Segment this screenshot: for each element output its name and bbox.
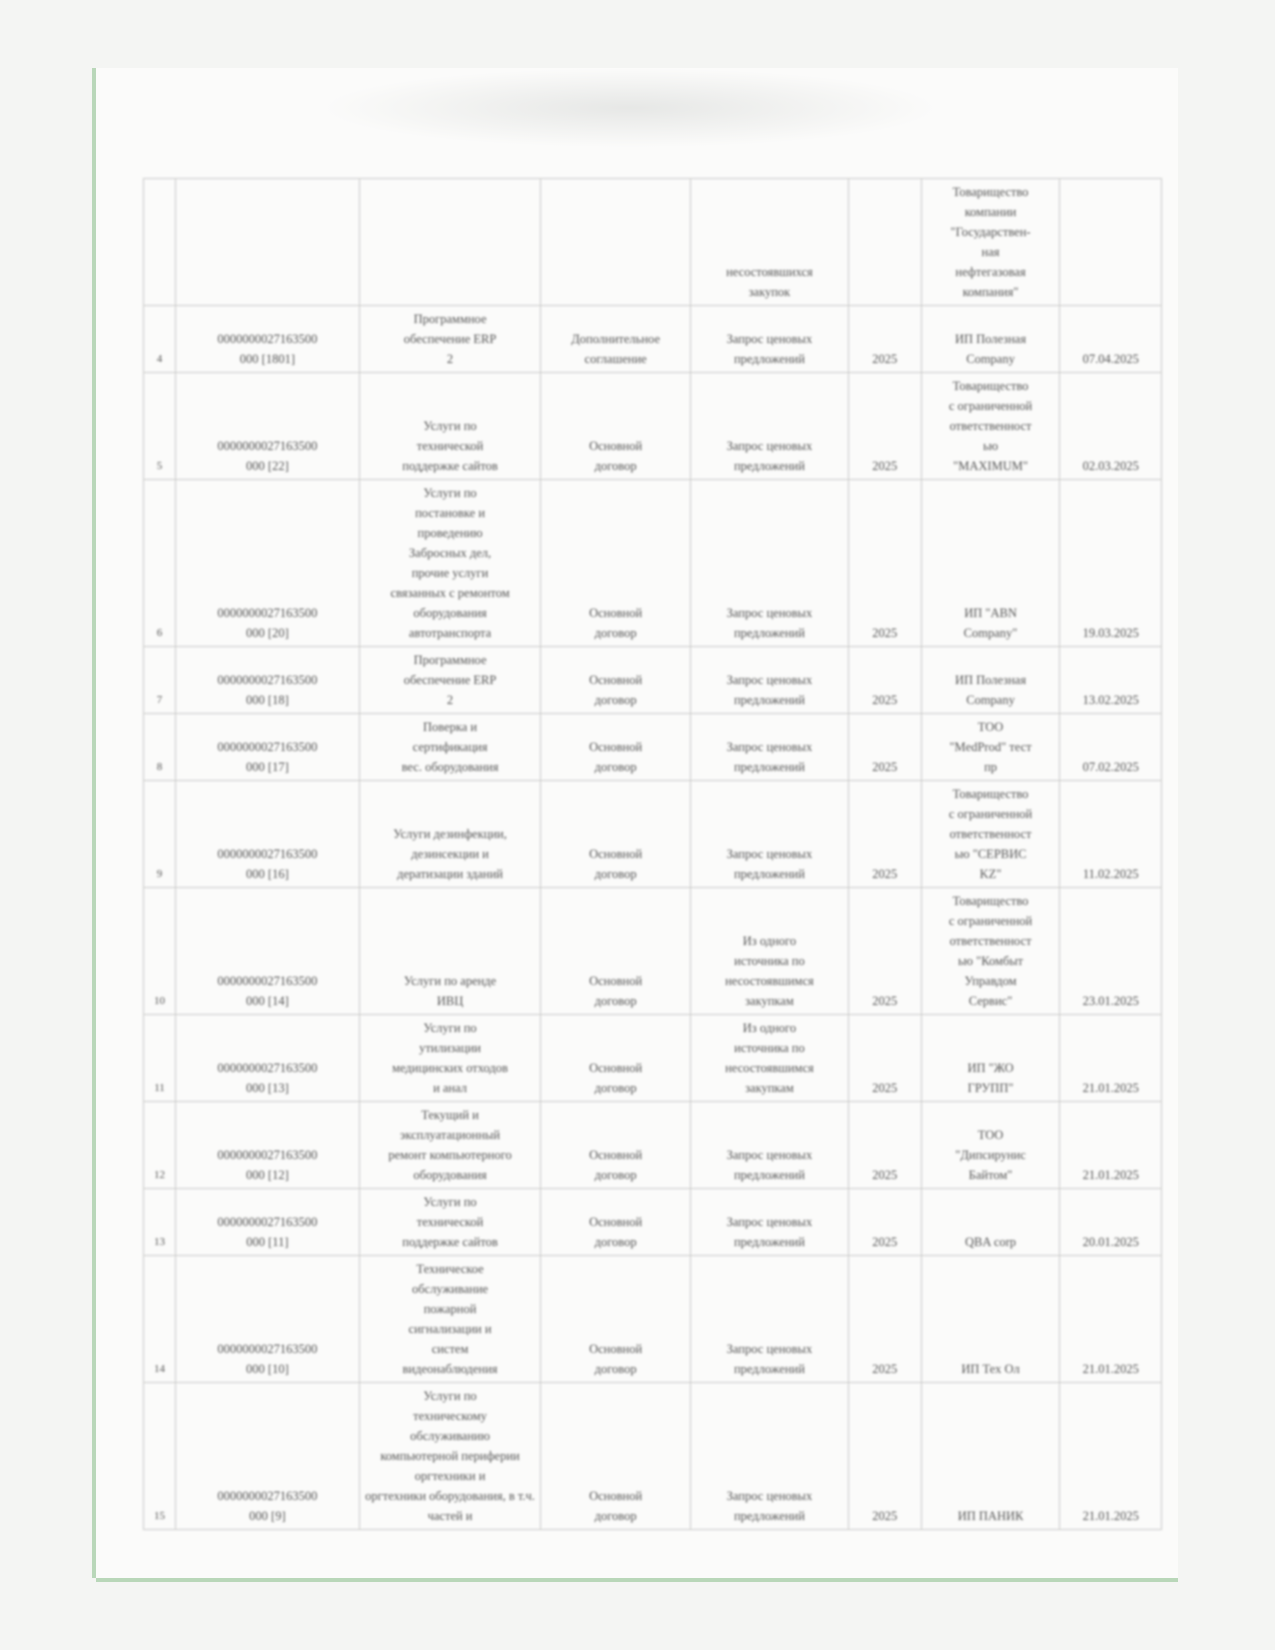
table-row (144, 781, 1162, 888)
cell-year: 2025 (848, 1189, 921, 1256)
cell-type: Основной договор (541, 1256, 691, 1383)
cell-desc: Текущий и эксплуатационный ремонт компьютерного оборудования (359, 1102, 541, 1189)
cell-type: Дополнительное соглашение (541, 306, 691, 373)
cell-method: Запрос ценовых предложений (690, 781, 848, 888)
cell-date: 20.01.2025 (1060, 1189, 1162, 1256)
cell-no: 8 (144, 714, 176, 781)
cell-desc (359, 179, 541, 306)
cell-desc: Услуги дезинфекции, дезинсекции и дератизации зданий (359, 781, 541, 888)
cell-year: 2025 (848, 781, 921, 888)
cell-type: Основной договор (541, 1383, 691, 1530)
cell-desc: Услуги по аренде ИВЦ (359, 888, 541, 1015)
cell-method: Из одного источника по несостоявшимся закупкам (690, 888, 848, 1015)
cell-desc: Программное обеспечение ERP 2 (359, 647, 541, 714)
cell-supplier: ТОО "Дипсирунис Байтом" (921, 1102, 1060, 1189)
cell-supplier: ИП ПАНИК (921, 1383, 1060, 1530)
table-row (144, 373, 1162, 480)
cell-supplier: Товарищество с ограниченной ответственност ью "MAXIMUM" (921, 373, 1060, 480)
cell-type: Основной договор (541, 1015, 691, 1102)
cell-code: 0000000027163500 000 [16] (176, 781, 360, 888)
table-row (144, 1189, 1162, 1256)
cell-year: 2025 (848, 1102, 921, 1189)
cell-desc: Поверка и сертификация вес. оборудования (359, 714, 541, 781)
cell-date: 02.03.2025 (1060, 373, 1162, 480)
cell-supplier: Товарищество с ограниченной ответственност ью "СЕРВИС KZ" (921, 781, 1060, 888)
table-row (144, 1102, 1162, 1189)
cell-type: Основной договор (541, 647, 691, 714)
cell-year: 2025 (848, 306, 921, 373)
cell-date: 23.01.2025 (1060, 888, 1162, 1015)
cell-date: 21.01.2025 (1060, 1102, 1162, 1189)
cell-desc: Услуги по технической поддержке сайтов (359, 373, 541, 480)
table-row (144, 1015, 1162, 1102)
cell-year (848, 179, 921, 306)
table-row (144, 647, 1162, 714)
cell-code: 0000000027163500 000 [18] (176, 647, 360, 714)
cell-supplier: ИП Тех Ол (921, 1256, 1060, 1383)
cell-code: 0000000027163500 000 [11] (176, 1189, 360, 1256)
cell-supplier: ИП "ABN Company" (921, 480, 1060, 647)
cell-no: 9 (144, 781, 176, 888)
cell-code: 0000000027163500 000 [17] (176, 714, 360, 781)
cell-year: 2025 (848, 373, 921, 480)
cell-type: Основной договор (541, 1102, 691, 1189)
cell-date: 19.03.2025 (1060, 480, 1162, 647)
cell-no: 6 (144, 480, 176, 647)
cell-method: Запрос ценовых предложений (690, 714, 848, 781)
cell-type: Основной договор (541, 781, 691, 888)
cell-type: Основной договор (541, 480, 691, 647)
cell-type: Основной договор (541, 1189, 691, 1256)
cell-date: 21.01.2025 (1060, 1256, 1162, 1383)
cell-code: 0000000027163500 000 [14] (176, 888, 360, 1015)
cell-date: 21.01.2025 (1060, 1015, 1162, 1102)
cell-type: Основной договор (541, 373, 691, 480)
cell-method: Запрос ценовых предложений (690, 306, 848, 373)
cell-no: 12 (144, 1102, 176, 1189)
cell-method: Запрос ценовых предложений (690, 1102, 848, 1189)
cell-type: Основной договор (541, 888, 691, 1015)
cell-supplier: ИП "ЖО ГРУПП" (921, 1015, 1060, 1102)
cell-supplier: Товарищество с ограниченной ответственност ью "Комбыт Управдом Сервис" (921, 888, 1060, 1015)
cell-supplier: Товарищество компании "Государствен- ная нефтегазовая компания" (921, 179, 1060, 306)
cell-date (1060, 179, 1162, 306)
cell-method: Запрос ценовых предложений (690, 1256, 848, 1383)
cell-method: Запрос ценовых предложений (690, 647, 848, 714)
cell-year: 2025 (848, 480, 921, 647)
cell-method: Запрос ценовых предложений (690, 1189, 848, 1256)
table-row (144, 1383, 1162, 1530)
cell-supplier: ИП Полезная Company (921, 647, 1060, 714)
cell-no: 14 (144, 1256, 176, 1383)
cell-code: 0000000027163500 000 [9] (176, 1383, 360, 1530)
cell-desc: Техническое обслуживание пожарной сигнализации и систем видеонаблюдения (359, 1256, 541, 1383)
cell-desc: Услуги по утилизации медицинских отходов и анал (359, 1015, 541, 1102)
cell-method: Запрос ценовых предложений (690, 480, 848, 647)
table-row (144, 714, 1162, 781)
cell-year: 2025 (848, 1383, 921, 1530)
cell-method: Запрос ценовых предложений (690, 373, 848, 480)
cell-year: 2025 (848, 1015, 921, 1102)
cell-date: 11.02.2025 (1060, 781, 1162, 888)
table-row (144, 888, 1162, 1015)
cell-supplier: QBA corp (921, 1189, 1060, 1256)
cell-desc: Услуги по техническому обслуживанию компьютерной периферии оргтехники и оргтехники оборудования, в т.ч. частей и (359, 1383, 541, 1530)
cell-supplier: ТОО "MedProd" тест пр (921, 714, 1060, 781)
table-row (144, 480, 1162, 647)
cell-no: 13 (144, 1189, 176, 1256)
cell-year: 2025 (848, 1256, 921, 1383)
cell-no: 5 (144, 373, 176, 480)
cell-code (176, 179, 360, 306)
cell-supplier: ИП Полезная Company (921, 306, 1060, 373)
cell-method: несостоявшихся закупок (690, 179, 848, 306)
cell-type (541, 179, 691, 306)
cell-code: 0000000027163500 000 [20] (176, 480, 360, 647)
cell-method: Из одного источника по несостоявшимся закупкам (690, 1015, 848, 1102)
cell-date: 07.04.2025 (1060, 306, 1162, 373)
cell-date: 13.02.2025 (1060, 647, 1162, 714)
table-row (144, 306, 1162, 373)
contracts-table (143, 178, 1162, 1530)
table-row (144, 1256, 1162, 1383)
table-row-continuation (144, 179, 1162, 306)
cell-code: 0000000027163500 000 [1801] (176, 306, 360, 373)
cell-method: Запрос ценовых предложений (690, 1383, 848, 1530)
cell-year: 2025 (848, 714, 921, 781)
cell-desc: Услуги по технической поддержке сайтов (359, 1189, 541, 1256)
cell-code: 0000000027163500 000 [13] (176, 1015, 360, 1102)
cell-desc: Программное обеспечение ERP 2 (359, 306, 541, 373)
scan-smudge (320, 68, 940, 148)
cell-no (144, 179, 176, 306)
cell-desc: Услуги по постановке и проведению Забросных дел, прочие услуги связанных с ремонтом оборудования автотранспорта (359, 480, 541, 647)
cell-no: 4 (144, 306, 176, 373)
cell-year: 2025 (848, 647, 921, 714)
cell-no: 7 (144, 647, 176, 714)
cell-no: 11 (144, 1015, 176, 1102)
cell-no: 15 (144, 1383, 176, 1530)
cell-year: 2025 (848, 888, 921, 1015)
cell-type: Основной договор (541, 714, 691, 781)
cell-code: 0000000027163500 000 [22] (176, 373, 360, 480)
cell-date: 21.01.2025 (1060, 1383, 1162, 1530)
cell-code: 0000000027163500 000 [10] (176, 1256, 360, 1383)
cell-date: 07.02.2025 (1060, 714, 1162, 781)
cell-code: 0000000027163500 000 [12] (176, 1102, 360, 1189)
cell-no: 10 (144, 888, 176, 1015)
